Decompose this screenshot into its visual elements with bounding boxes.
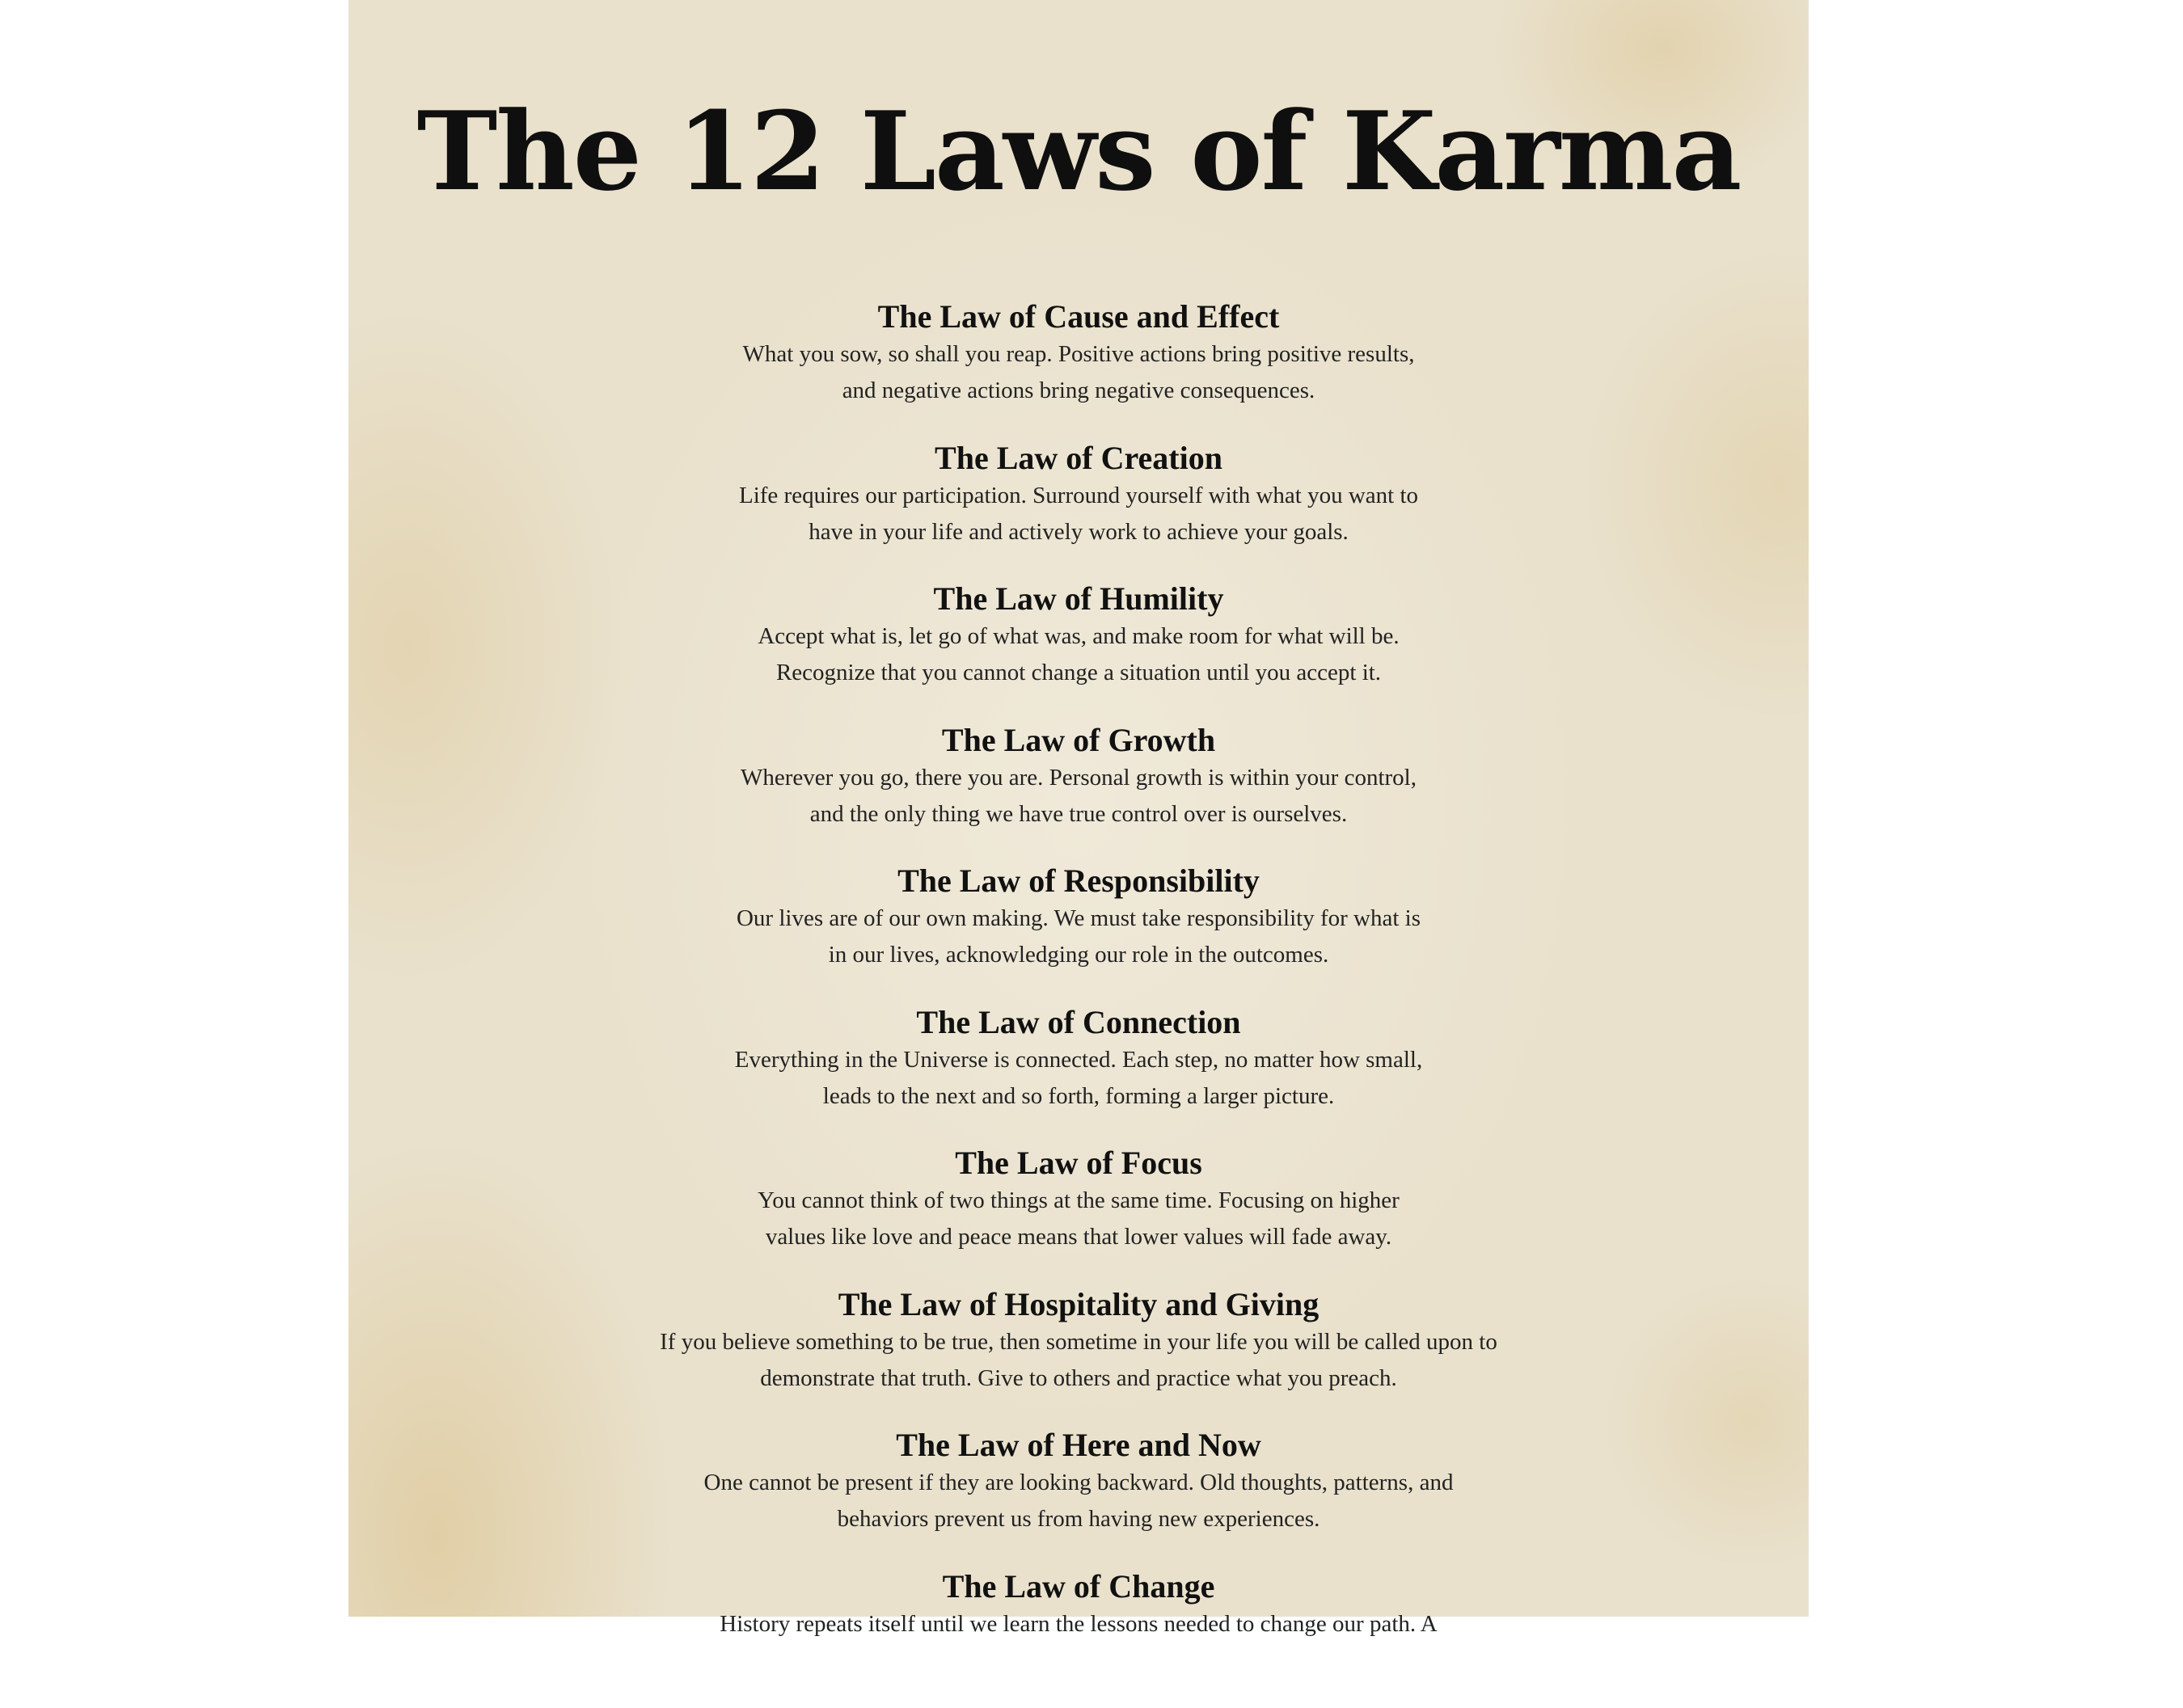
law-description-line: Our lives are of our own making. We must take responsibility for what is [348, 900, 1809, 937]
law-description-line: and the only thing we have true control over is ourselves. [348, 796, 1809, 833]
law-title: The Law of Cause and Effect [348, 297, 1809, 336]
law-description-line: values like love and peace means that lower values will fade away. [348, 1219, 1809, 1255]
laws-list [348, 297, 1809, 1708]
law-description-line: Everything in the Universe is connected. Each step, no matter how small, [348, 1042, 1809, 1078]
law-title: The Law of Creation [348, 439, 1809, 478]
law-title: The Law of Growth [348, 721, 1809, 760]
page-title: The 12 Laws of Karma [348, 82, 1809, 220]
law-title: The Law of Humility [348, 580, 1809, 618]
law-title: The Law of Hospitality and Giving [348, 1285, 1809, 1324]
law-item-here-and-now [348, 1426, 1809, 1567]
law-description-line: You cannot think of two things at the same time. Focusing on higher [348, 1183, 1809, 1219]
law-title: The Law of Change [348, 1567, 1809, 1606]
law-description-line: have in your life and actively work to achieve your goals. [348, 514, 1809, 550]
karma-poster [348, 0, 1809, 1617]
law-description-line: leads to the next and so forth, forming a larger picture. [348, 1078, 1809, 1115]
law-item-cause-and-effect [348, 297, 1809, 439]
law-title: The Law of Focus [348, 1144, 1809, 1183]
law-description-line: Accept what is, let go of what was, and make room for what will be. [348, 618, 1809, 655]
law-item-change [348, 1567, 1809, 1708]
law-description-line: What you sow, so shall you reap. Positive actions bring positive results, [348, 336, 1809, 373]
law-title: The Law of Connection [348, 1003, 1809, 1042]
law-item-growth [348, 721, 1809, 862]
law-description-line: History repeats itself until we learn the lessons needed to change our path. A [348, 1606, 1809, 1643]
law-description-line: demonstrate that truth. Give to others and practice what you preach. [348, 1360, 1809, 1397]
law-item-creation [348, 439, 1809, 580]
law-description-line: Recognize that you cannot change a situation until you accept it. [348, 655, 1809, 691]
law-description-line: behaviors prevent us from having new experiences. [348, 1501, 1809, 1537]
law-item-focus [348, 1144, 1809, 1285]
law-item-connection [348, 1003, 1809, 1145]
law-item-hospitality-and-giving [348, 1285, 1809, 1427]
law-item-responsibility [348, 862, 1809, 1003]
law-description-line: Life requires our participation. Surround yourself with what you want to [348, 478, 1809, 514]
law-description-line: If you believe something to be true, then sometime in your life you will be called upon to [348, 1324, 1809, 1360]
law-description-line: in our lives, acknowledging our role in the outcomes. [348, 937, 1809, 973]
law-title: The Law of Responsibility [348, 862, 1809, 900]
law-description-line: One cannot be present if they are looking backward. Old thoughts, patterns, and [348, 1465, 1809, 1501]
law-item-humility [348, 580, 1809, 721]
law-title: The Law of Here and Now [348, 1426, 1809, 1465]
law-description-line: Wherever you go, there you are. Personal growth is within your control, [348, 760, 1809, 796]
law-description-line: and negative actions bring negative consequences. [348, 373, 1809, 409]
